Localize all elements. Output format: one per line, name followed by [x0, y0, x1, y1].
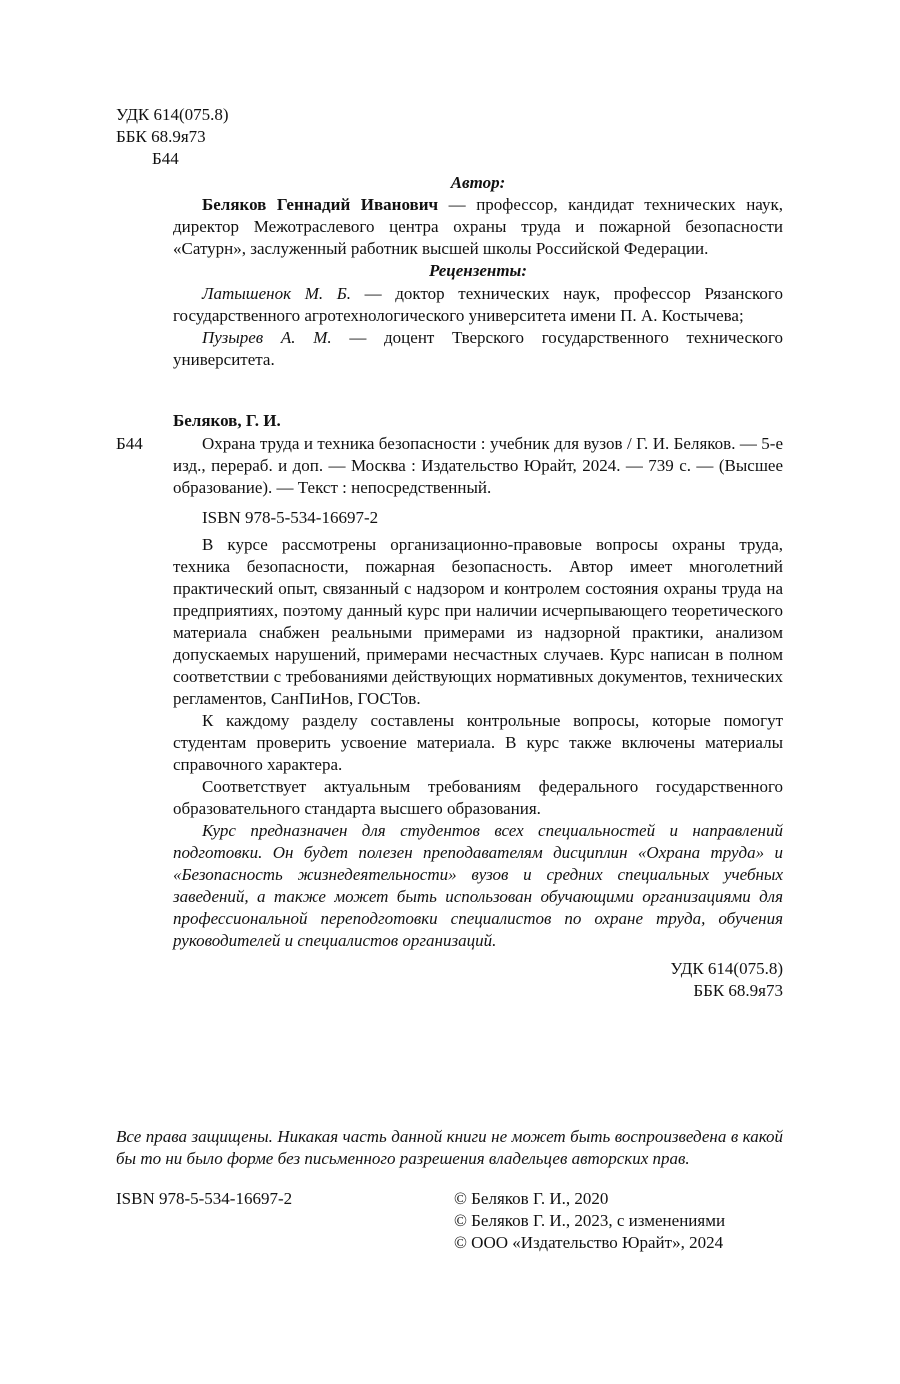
- isbn-bottom: ISBN 978-5-534-16697-2: [116, 1189, 293, 1208]
- reviewer-name: Латышенок М. Б.: [202, 284, 352, 303]
- audience-paragraph: Курс предназначен для студентов всех специальностей и направлений подготовки. Он будет полезен преподавателям дисциплин «Охрана труда» и «Безопасность жизнедеятельности» вузов и средних специальных учебных заведений, а также может быть использован обучающими организациями для профессиональной переподготовки специалистов по охране труда, обучения руководителей и специалистов организаций.: [173, 821, 783, 950]
- reviewers-heading: Рецензенты:: [428, 261, 528, 280]
- reviewer-item: [173, 327, 783, 371]
- copyright-line: © Беляков Г. И., 2023, с изменениями: [454, 1211, 726, 1230]
- abstract-paragraph: К каждому разделу составлены контрольные вопросы, которые помогут студентам проверить усвоение материала. В курс также включены материалы справочного характера.: [173, 711, 783, 774]
- reviewer-description: — доктор технических наук, профессор Рязанского государственного агротехнологического университета имени П. А. Костычева;: [173, 284, 783, 325]
- abstract: [173, 534, 783, 1002]
- author-name: Беляков Геннадий Иванович: [202, 195, 439, 214]
- bbk-code: ББК 68.9я73: [116, 127, 206, 146]
- author-mark: Б44: [152, 149, 179, 168]
- copyright-line: © ООО «Издательство Юрайт», 2024: [454, 1233, 724, 1252]
- udk-bottom: УДК 614(075.8): [670, 959, 783, 978]
- author-heading: Автор:: [450, 173, 506, 192]
- udk-code: УДК 614(075.8): [116, 105, 229, 124]
- abstract-paragraph: Соответствует актуальным требованиям федерального государственного образовательного стандарта высшего образования.: [173, 777, 783, 818]
- reviewers-block: [173, 283, 783, 371]
- catalog-code: Б44: [116, 434, 143, 453]
- copyright-list: [454, 1188, 725, 1254]
- author-description: — профессор, кандидат технических наук, директор Межотраслевого центра охраны труда и пожарной безопасности «Сатурн», заслуженный работник высшей школы Российской Федерации.: [173, 195, 783, 258]
- bbk-bottom: ББК 68.9я73: [693, 981, 783, 1000]
- catalog-block: [173, 433, 783, 529]
- catalog-author: Беляков, Г. И.: [173, 411, 281, 430]
- reviewer-name: Пузырев А. М.: [202, 328, 332, 347]
- author-block: [173, 194, 783, 260]
- abstract-paragraph: В курсе рассмотрены организационно-правовые вопросы охраны труда, техника безопасности, пожарная безопасность. Автор имеет многолетний практический опыт, связанный с надзором и контролем состояния охраны труда на предприятиях, поэтому данный курс при наличии исчерпывающего теоретического материала снабжен реальными примерами из надзорной практики, анализом допускаемых нарушений, примерами несчастных случаев. Курс написан в полном соответствии с требованиями действующих нормативных документов, технических регламентов, СанПиНов, ГОСТов.: [173, 535, 783, 708]
- rights-notice: Все права защищены. Никакая часть данной книги не может быть воспроизведена в какой бы то ни было форме без письменного разрешения владельцев авторских прав.: [116, 1127, 783, 1168]
- classification-top: [116, 104, 229, 170]
- reviewer-description: — доцент Тверского государственного технического университета.: [173, 328, 784, 369]
- copyright-line: © Беляков Г. И., 2020: [454, 1189, 609, 1208]
- reviewer-item: [173, 283, 783, 327]
- catalog-description: Охрана труда и техника безопасности : учебник для вузов / Г. И. Беляков. — 5-е изд., перераб. и доп. — Москва : Издательство Юрайт, 2024. — 739 с. — (Высшее образование). — Текст : непосредственный.: [173, 434, 783, 497]
- catalog-isbn: ISBN 978-5-534-16697-2: [202, 508, 379, 527]
